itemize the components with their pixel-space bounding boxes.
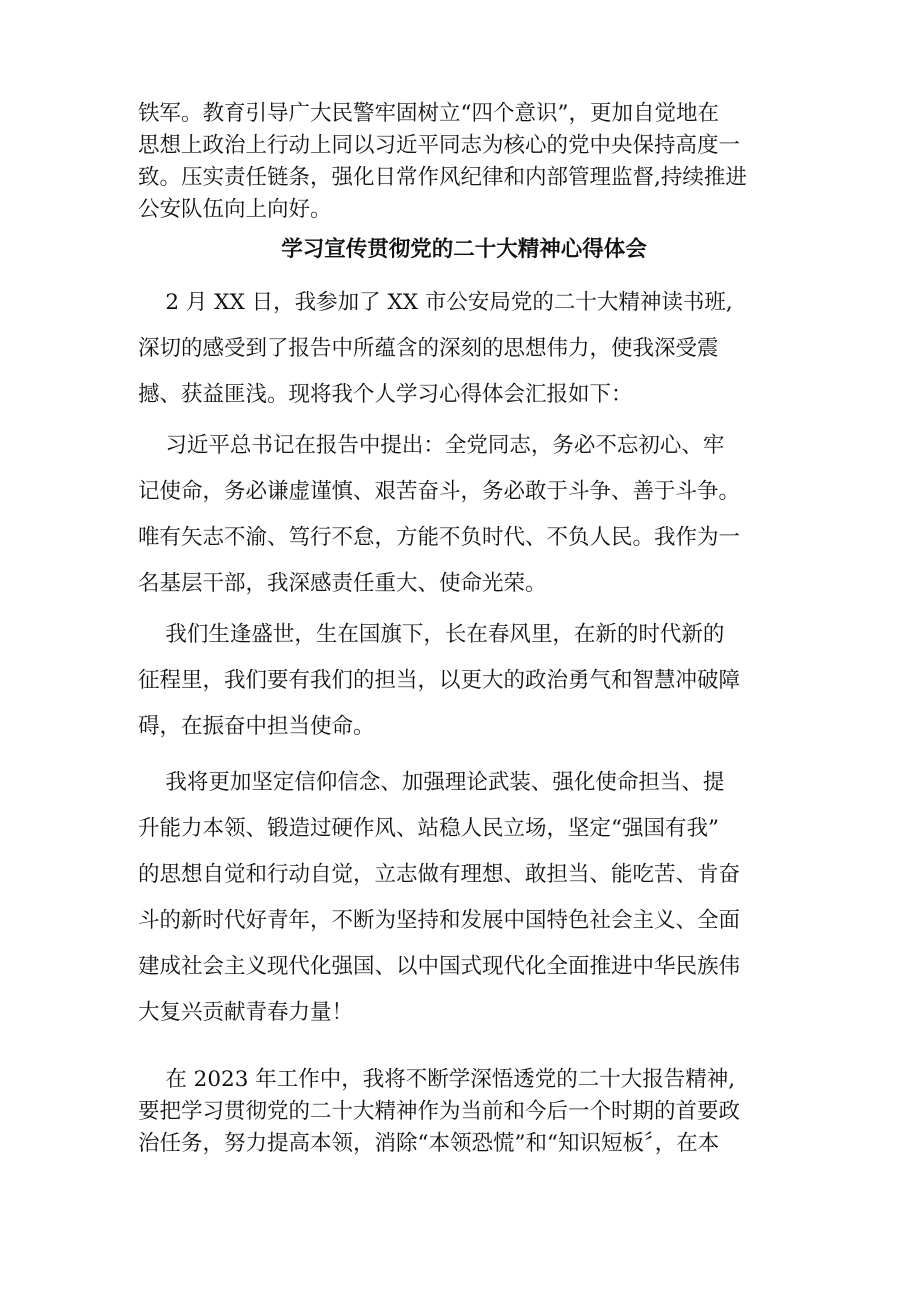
text-line: 大复兴贡献青春力量！ bbox=[138, 1000, 354, 1025]
document-title: 学习宣传贯彻党的二十大精神心得体会 bbox=[281, 237, 647, 262]
text-line: 思想上政治上行动上同以习近平同志为核心的党中央保持高度一 bbox=[138, 133, 741, 158]
text-line: 名基层干部，我深感责任重大、使命光荣。 bbox=[138, 571, 547, 596]
text-line: 我将更加坚定信仰信念、加强理论武装、强化使命担当、提 bbox=[138, 770, 725, 795]
text-line: 在 2023 年工作中，我将不断学深悟透党的二十大报告精神, bbox=[138, 1067, 736, 1092]
text-line: 唯有矢志不渝、笃行不怠，方能不负时代、不负人民。我作为一 bbox=[138, 525, 741, 550]
text-line: 建成社会主义现代化强国、以中国式现代化全面推进中华民族伟 bbox=[138, 954, 741, 979]
text-line: 治任务，努力提高本领，消除“本领恐慌”和“知识短板〞，在本 bbox=[138, 1131, 720, 1156]
text-line: 公安队伍向上向好。 bbox=[138, 197, 332, 222]
text-line: 深切的感受到了报告中所蕴含的深刻的思想伟力，使我深受震 bbox=[138, 336, 719, 361]
text-line: 碍，在振奋中担当使命。 bbox=[138, 714, 375, 739]
text-line: 斗的新时代好青年，不断为坚持和发展中国特色社会主义、全面 bbox=[138, 908, 741, 933]
paragraph-1 bbox=[138, 280, 790, 418]
text-line: 铁军。教育引导广大民警牢固树立“四个意识”，更加自觉地在 bbox=[138, 101, 719, 126]
text-line: 2 月 XX 日，我参加了 XX 市公安局党的二十大精神读书班, bbox=[138, 290, 733, 315]
text-line: 要把学习贯彻党的二十大精神作为当前和今后一个时期的首要政 bbox=[138, 1099, 741, 1124]
text-line: 撼、获益匪浅。现将我个人学习心得体会汇报如下： bbox=[138, 382, 633, 407]
text-line: 习近平总书记在报告中提出：全党同志，务必不忘初心、牢 bbox=[138, 433, 725, 458]
paragraph-4 bbox=[138, 760, 790, 1036]
text-line: 的思想自觉和行动自觉，立志做有理想、敢担当、能吃苦、肯奋 bbox=[138, 862, 741, 887]
paragraph-5 bbox=[138, 1064, 790, 1160]
text-line: 升能力本领、锻造过硬作风、站稳人民立场，坚定“强国有我” bbox=[138, 816, 719, 841]
paragraph-2 bbox=[138, 423, 790, 607]
paragraph-intro bbox=[138, 98, 790, 226]
text-line: 致。压实责任链条，强化日常作风纪律和内部管理监督,持续推进 bbox=[138, 165, 747, 190]
text-line: 记使命，务必谦虚谨慎、艰苦奋斗，务必敢于斗争、善于斗争。 bbox=[138, 479, 741, 504]
text-line: 我们生逢盛世，生在国旗下，长在春风里，在新的时代新的 bbox=[138, 622, 725, 647]
paragraph-3 bbox=[138, 612, 790, 750]
text-line: 征程里，我们要有我们的担当，以更大的政治勇气和智慧冲破障 bbox=[138, 668, 741, 693]
